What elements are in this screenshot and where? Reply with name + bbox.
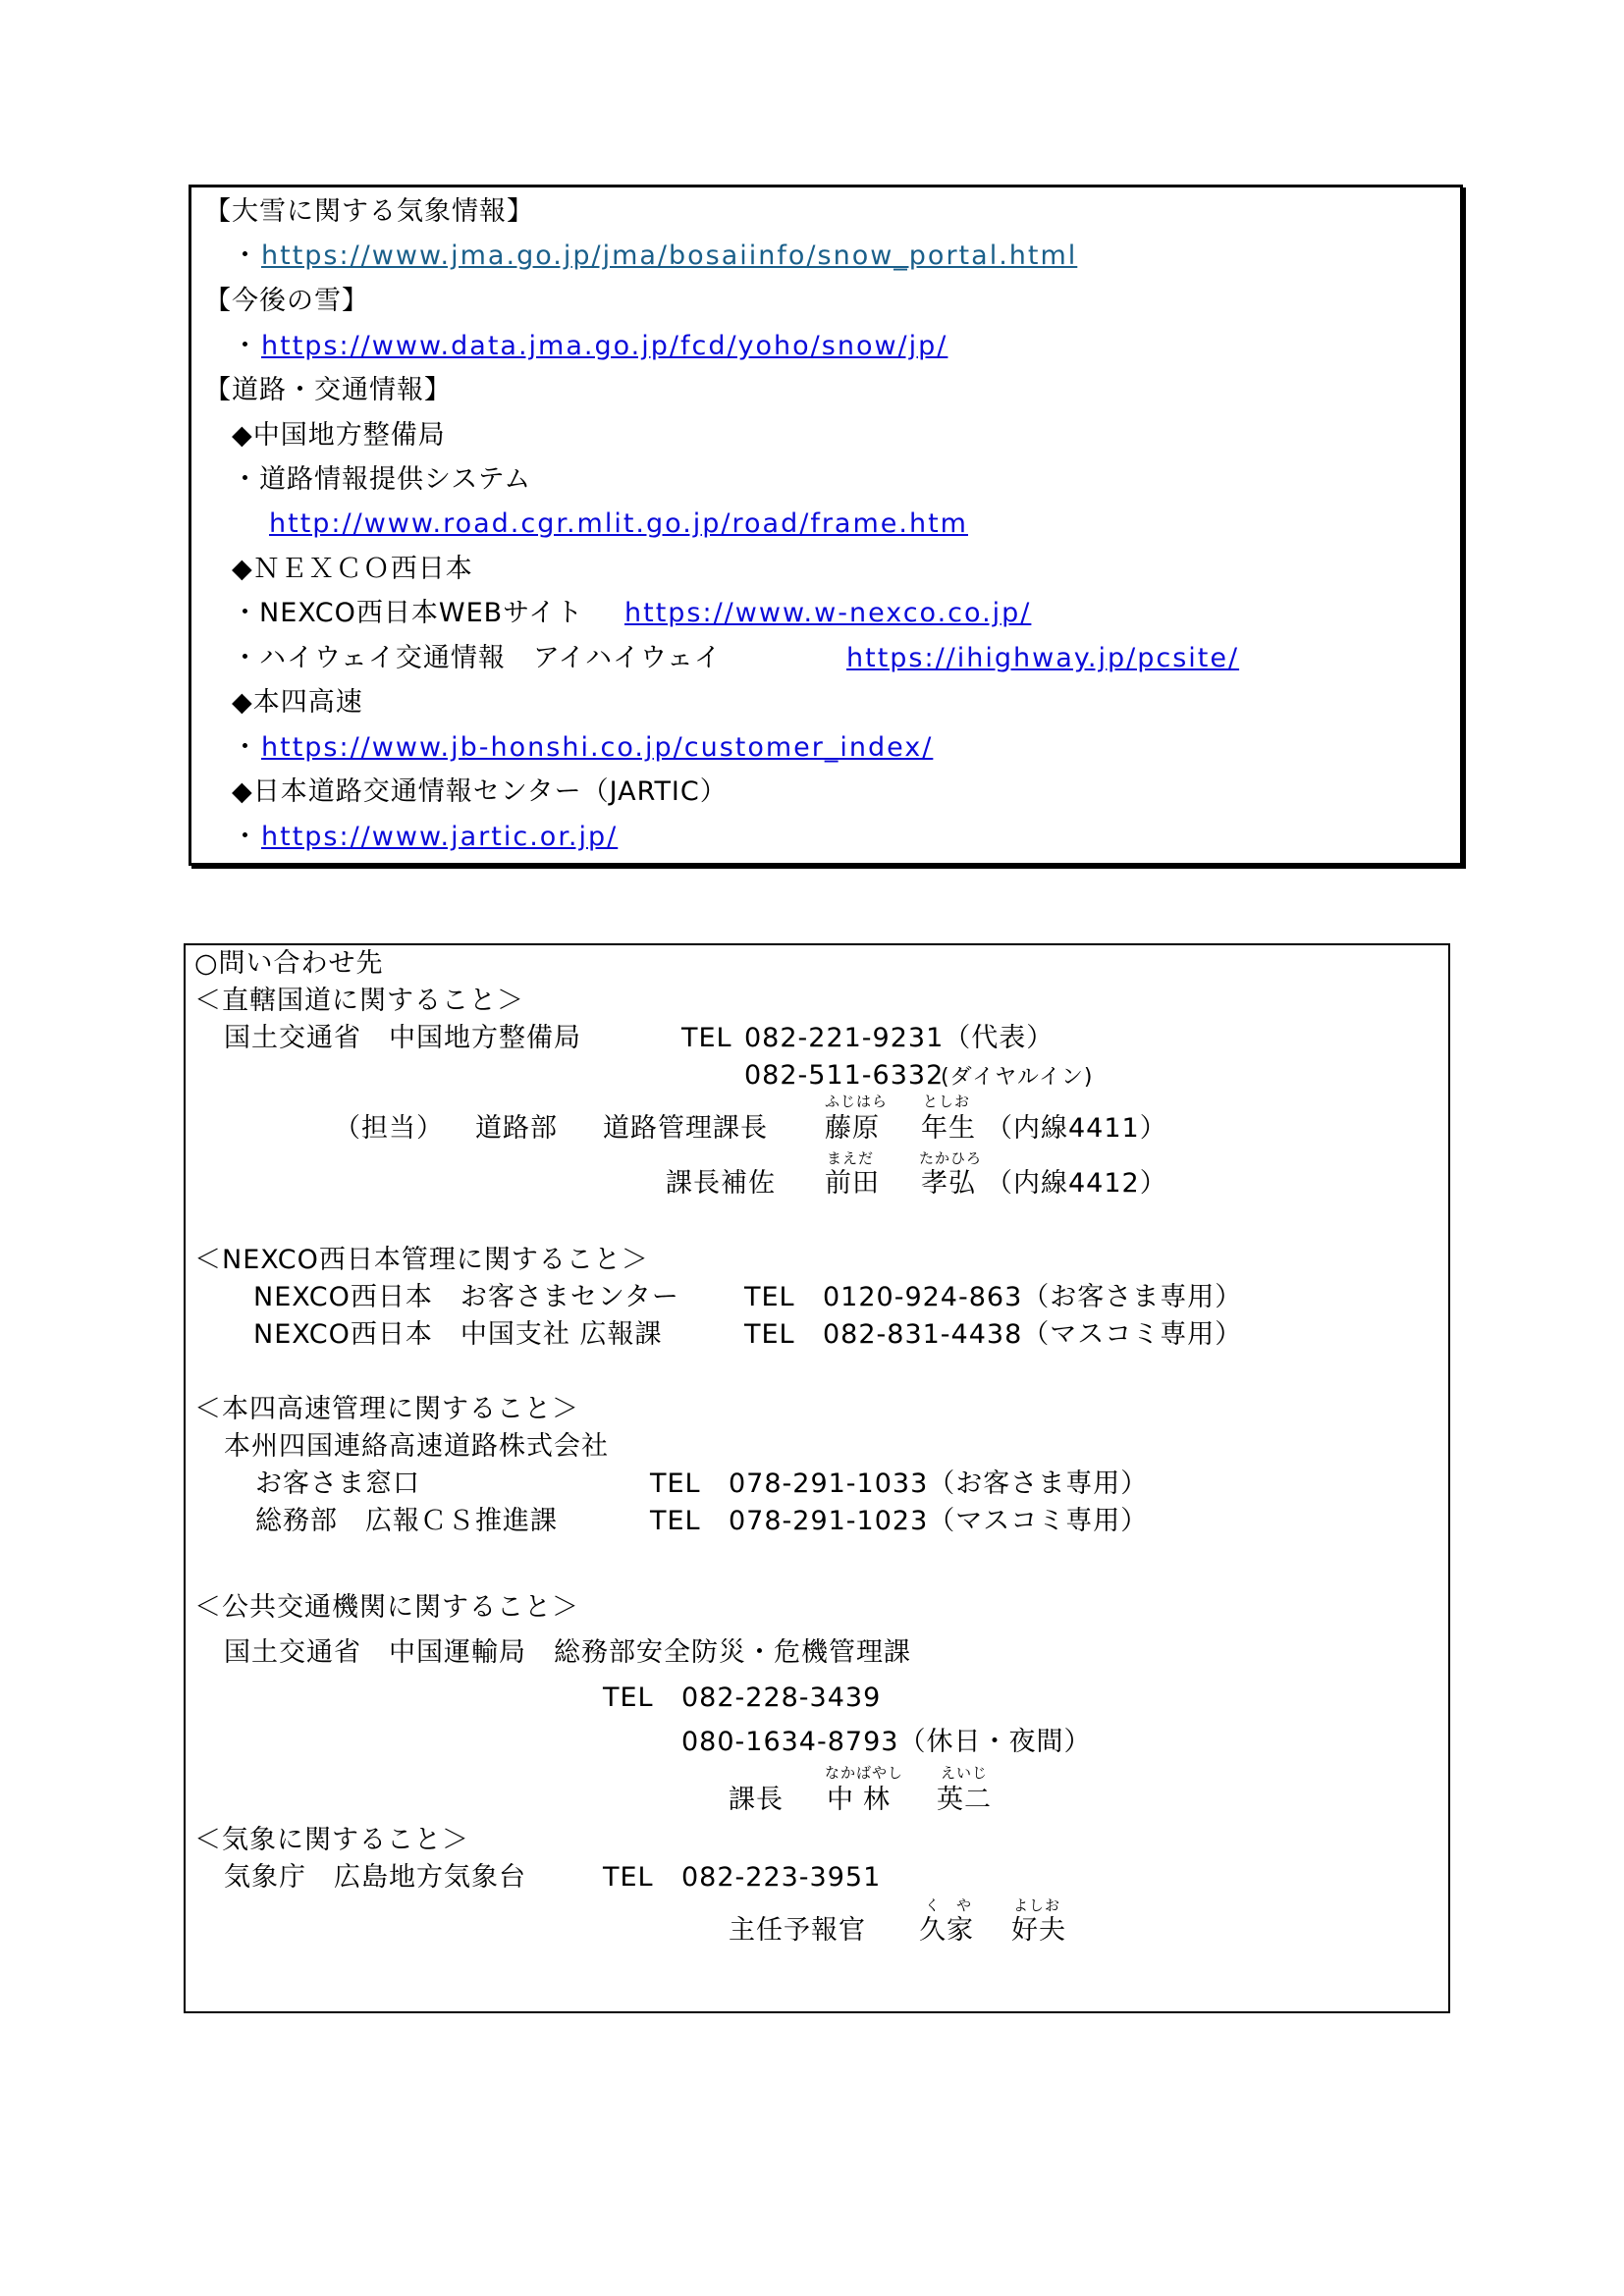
- s1-name2-first: 孝弘: [921, 1168, 976, 1199]
- section-honshi-heading: ＜本四高速管理に関すること＞: [194, 1394, 579, 1424]
- bullet: ・: [232, 240, 259, 271]
- tel-label: TEL: [650, 1506, 701, 1536]
- s1-tel-dialin-note: (ダイヤルイン): [941, 1065, 1094, 1090]
- jartic-heading: ◆日本道路交通情報センター（JARTIC）: [232, 776, 728, 807]
- s4-tel2: 080-1634-8793（休日・夜間）: [681, 1727, 1092, 1757]
- road-info-system-label: ・道路情報提供システム: [232, 464, 532, 495]
- ruby-kuya: く や: [925, 1896, 973, 1914]
- s1-ext1: （内線4411）: [986, 1113, 1167, 1144]
- s4-tel1: 082-228-3439: [681, 1682, 882, 1713]
- link-jb-honshi[interactable]: https://www.jb-honshi.co.jp/customer_index/: [261, 732, 934, 763]
- nexco-web-label: ・NEXCO西日本WEBサイト: [232, 598, 584, 628]
- s4-role: 課長: [729, 1785, 784, 1815]
- link-w-nexco[interactable]: https://www.w-nexco.co.jp/: [624, 598, 1032, 628]
- s1-ext2: （内線4412）: [986, 1168, 1167, 1199]
- s1-name1-first: 年生: [921, 1113, 976, 1144]
- ruby-yoshio: よしお: [1013, 1896, 1061, 1914]
- s1-tel-main: 082-221-9231（代表）: [744, 1023, 1055, 1053]
- ruby-nakabayashi: なかばやし: [825, 1764, 904, 1782]
- s4-org: 国土交通省 中国運輸局 総務部安全防災・危機管理課: [224, 1637, 911, 1668]
- nexco-heading: ◆ＮＥＸＣＯ西日本: [232, 554, 473, 584]
- link-ihighway[interactable]: https://ihighway.jp/pcsite/: [846, 643, 1240, 673]
- s1-dept: 道路部: [475, 1113, 558, 1144]
- s4-name-last: 中林: [827, 1785, 899, 1815]
- s2-line2-tel: 082-831-4438（マスコミ専用）: [823, 1319, 1243, 1350]
- ruby-toshio: としお: [923, 1093, 971, 1110]
- contact-title: ○問い合わせ先: [194, 948, 384, 979]
- tel-label: TEL: [603, 1862, 654, 1893]
- tel-label: TEL: [681, 1023, 732, 1053]
- ihighway-label: ・ハイウェイ交通情報 アイハイウェイ: [232, 643, 722, 673]
- honshi-heading: ◆本四高速: [232, 687, 363, 718]
- s1-name2-last: 前田: [825, 1168, 880, 1199]
- section-weather-heading: ＜気象に関すること＞: [194, 1825, 469, 1855]
- s1-name1-last: 藤原: [825, 1113, 880, 1144]
- s1-org: 国土交通省 中国地方整備局: [224, 1023, 581, 1053]
- ruby-eiji: えいじ: [941, 1764, 989, 1782]
- s4-name-first: 英二: [937, 1785, 992, 1815]
- section-public-transport-heading: ＜公共交通機関に関すること＞: [194, 1592, 579, 1623]
- ruby-fujihara: ふじはら: [825, 1093, 889, 1110]
- s3-line1-tel: 078-291-1033（お客さま専用）: [729, 1468, 1149, 1499]
- s5-name-first: 好夫: [1011, 1915, 1066, 1946]
- tel-label: TEL: [650, 1468, 701, 1499]
- tel-label: TEL: [744, 1282, 795, 1312]
- s3-company: 本州四国連絡高速道路株式会社: [224, 1431, 609, 1462]
- bullet: ・: [232, 822, 259, 852]
- tel-label: TEL: [744, 1319, 795, 1350]
- ruby-maeda: まえだ: [827, 1149, 875, 1167]
- s1-role-assistant: 課長補佐: [666, 1168, 776, 1199]
- s5-tel: 082-223-3951: [681, 1862, 882, 1893]
- link-data-jma-snow[interactable]: https://www.data.jma.go.jp/fcd/yoho/snow/jp/: [261, 331, 948, 361]
- heading-road-traffic: 【道路・交通情報】: [204, 375, 452, 405]
- ruby-takahiro: たかひろ: [919, 1149, 983, 1167]
- s3-line2-org: 総務部 広報ＣＳ推進課: [255, 1506, 558, 1536]
- s5-name-last: 久家: [919, 1915, 974, 1946]
- tel-label: TEL: [603, 1682, 654, 1713]
- s1-tel-dialin: 082-511-6332: [744, 1060, 945, 1091]
- chugoku-bureau-heading: ◆中国地方整備局: [232, 420, 446, 451]
- link-jma-snow-portal[interactable]: https://www.jma.go.jp/jma/bosaiinfo/snow_portal.html: [261, 240, 1078, 271]
- s5-role: 主任予報官: [729, 1915, 866, 1946]
- s3-line1-org: お客さま窓口: [255, 1468, 420, 1499]
- section-nexco-heading: ＜NEXCO西日本管理に関すること＞: [194, 1245, 649, 1275]
- s1-tanto: （担当）: [334, 1113, 444, 1144]
- s2-line2-org: NEXCO西日本 中国支社 広報課: [253, 1319, 663, 1350]
- link-road-system[interactable]: http://www.road.cgr.mlit.go.jp/road/frame.htm: [269, 508, 968, 539]
- s2-line1-tel: 0120-924-863（お客さま専用）: [823, 1282, 1243, 1312]
- s1-role-manager: 道路管理課長: [603, 1113, 768, 1144]
- s5-org: 気象庁 広島地方気象台: [224, 1862, 526, 1893]
- heading-snow-weather: 【大雪に関する気象情報】: [204, 196, 534, 227]
- heading-future-snow: 【今後の雪】: [204, 286, 369, 316]
- bullet: ・: [232, 331, 259, 361]
- link-jartic[interactable]: https://www.jartic.or.jp/: [261, 822, 619, 852]
- s2-line1-org: NEXCO西日本 お客さまセンター: [253, 1282, 679, 1312]
- bullet: ・: [232, 732, 259, 763]
- s3-line2-tel: 078-291-1023（マスコミ専用）: [729, 1506, 1149, 1536]
- section-national-road-heading: ＜直轄国道に関すること＞: [194, 986, 524, 1016]
